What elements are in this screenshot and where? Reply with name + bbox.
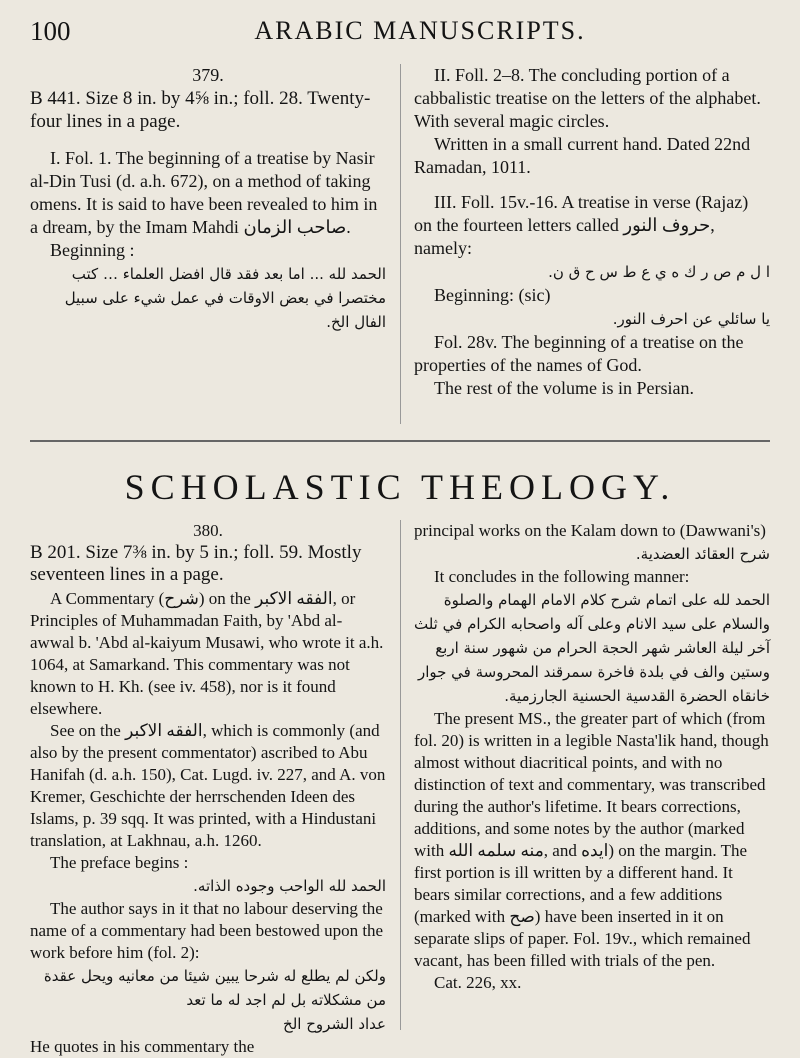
- section-rule: [30, 440, 770, 442]
- entry-380: [30, 520, 386, 1058]
- entry-heading: B 201. Size 7⅜ in. by 5 in.; foll. 59. Mostly seventeen lines in a page.: [30, 542, 362, 585]
- arabic-text: يا سائلي عن احرف النور.: [612, 310, 770, 328]
- entry-paragraph: Fol. 28v. The beginning of a treatise on the properties of the names of God.: [414, 332, 744, 375]
- arabic-text: الحمد لله ... اما بعد فقد قال افضل العلماء … كتب مختصرا في بعض الاوقات في عمل شيء على سبيل الفال الخ.: [64, 265, 386, 331]
- section-title: SCHOLASTIC THEOLOGY.: [124, 467, 676, 507]
- entry-heading: B 441. Size 8 in. by 4⅝ in.; foll. 28. Twenty-four lines in a page.: [30, 88, 371, 132]
- arabic-text: شرح العقائد العضدية.: [635, 545, 770, 563]
- page-number: 100: [30, 16, 71, 46]
- arabic-text: الحمد لله الواحب وجوده الذاته.: [193, 877, 386, 895]
- entry-379-continued: [414, 64, 770, 400]
- beginning-label: Beginning: (sic): [434, 285, 551, 305]
- entry-paragraph: Written in a small current hand. Dated 22nd Ramadan, 1011.: [414, 134, 751, 177]
- column-divider: [400, 64, 401, 424]
- entry-paragraph: A Commentary (شرح) on the الفقه الاكبر, or Principles of Muhammadan Faith, by 'Abd al-awwal b. 'Abd al-kaiyum Musawi, who wrote it a.h. 1064, at Samarkand. This commentary was not known to H. Kh. (see iv. 458), nor is it found elsewhere.: [30, 589, 384, 718]
- running-title: ARABIC MANUSCRIPTS.: [254, 16, 586, 45]
- column-divider: [400, 520, 401, 1030]
- arabic-text: عداد الشروح الخ: [283, 1015, 386, 1033]
- entry-number: 380.: [193, 521, 223, 540]
- entry-paragraph: He quotes in his commentary the: [30, 1037, 255, 1056]
- entry-paragraph: II. Foll. 2–8. The concluding portion of a cabbalistic treatise on the letters of the alphabet. With several magic circles.: [414, 65, 761, 131]
- entry-380-continued: [414, 520, 770, 994]
- entry-number: 379.: [192, 65, 224, 85]
- arabic-text: ولكن لم يطلع له شرحا يبين شيئا من معانيه ويحل عقدة من مشكلاته بل لم اجد له ما تعد: [43, 967, 386, 1009]
- entry-paragraph: See on the الفقه الاكبر, which is commonly (and also by the present commentator) ascribed to Abu Hanifah (d. a.h. 150), Cat. Lugd. iv. 227, and A. von Kremer, Geschichte der herrschenden Ideen des Islams, p. 39 sqq. It was printed, with a Hindustani translation, at Lakhnau, a.h. 1260.: [30, 721, 386, 850]
- entry-paragraph: principal works on the Kalam down to (Dawwani's): [414, 521, 766, 540]
- conclusion-label: It concludes in the following manner:: [434, 567, 690, 586]
- arabic-text: ا ل م ص ر ك ه ي ع ط س ح ق ن.: [548, 263, 770, 281]
- preface-label: The preface begins :: [50, 853, 189, 872]
- entry-paragraph: III. Foll. 15v.-16. A treatise in verse (Rajaz) on the fourteen letters called حروف النور, namely:: [414, 192, 749, 258]
- entry-paragraph: The present MS., the greater part of which (from fol. 20) is written in a legible Nasta'lik hand, though almost without diacritical points, and with no distinction of text and commentary, was transcribed during the author's lifetime. It bears corrections, additions, and some notes by the author (marked with منه سلمه الله, and ايده) on the margin. The first portion is ill written by a different hand. It bears similar corrections, and a few additions (marked with صح) have been inserted in it on separate slips of paper. Fol. 19v., which remained vacant, has been filled with trials of the pen.: [414, 709, 769, 970]
- entry-379: [30, 64, 386, 334]
- page-header: [30, 16, 770, 56]
- entry-paragraph: I. Fol. 1. The beginning of a treatise by Nasir al-Din Tusi (d. a.h. 672), on a method of taking omens. It is said to have been revealed to him in a dream, by the Imam Mahdi صاحب الزمان.: [30, 148, 378, 237]
- catalogue-reference: Cat. 226, xx.: [434, 973, 522, 992]
- entry-paragraph: The rest of the volume is in Persian.: [434, 378, 694, 398]
- arabic-text: الحمد لله على اتمام شرح كلام الامام الهمام والصلوة والسلام على سيد الانام وعلى آله واصحابه الكرام في ثلث آخر ليلة العاشر شهر الحجة الحرام من شهور سنة اربع وستين والف في بلدة فاخرة سمرقند المحروسة في جوار خانقاه الحضرة القدسية الحسنية الجارزمية.: [413, 591, 770, 705]
- entry-paragraph: The author says in it that no labour deserving the name of a commentary had been bestowed upon the work before him (fol. 2):: [30, 899, 384, 962]
- beginning-label: Beginning :: [50, 240, 135, 260]
